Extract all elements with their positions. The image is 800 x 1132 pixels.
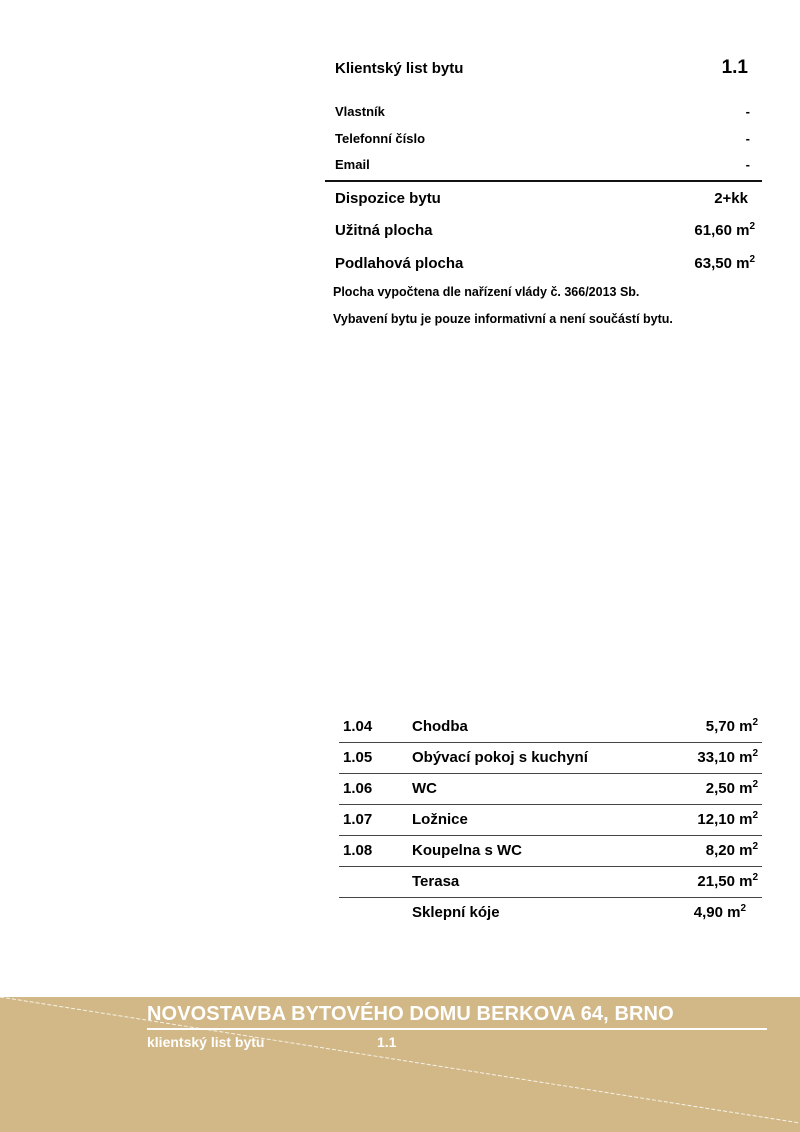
room-name: Chodba — [412, 718, 468, 735]
rooms-table — [339, 712, 762, 928]
phone-value: - — [745, 131, 750, 146]
unit-number: 1.1 — [721, 57, 748, 78]
room-name: WC — [412, 780, 437, 797]
layout-row — [335, 190, 748, 212]
section-divider — [325, 180, 762, 182]
room-name: Obývací pokoj s kuchyní — [412, 749, 588, 766]
room-area: 33,10 $m^2$ — [697, 748, 758, 766]
email-label: Email — [335, 157, 370, 172]
footer-unit-number: 1.1 — [377, 1034, 397, 1050]
table-row — [339, 743, 762, 774]
email-value: - — [745, 157, 750, 172]
room-name: Ložnice — [412, 811, 468, 828]
room-code: 1.08 — [343, 842, 373, 859]
room-area: 2,50 $m^2$ — [705, 779, 758, 797]
usable-area-row — [335, 222, 755, 244]
phone-row — [335, 131, 750, 149]
owner-row — [335, 104, 750, 122]
room-area: 5,70 $m^2$ — [705, 717, 758, 735]
usable-area-value: 61,60 $m^2$ — [694, 221, 755, 239]
layout-value: 2+kk — [714, 190, 748, 207]
room-name: Terasa — [412, 873, 460, 890]
floor-area-label: Podlahová plocha — [335, 255, 464, 272]
table-row — [339, 774, 762, 805]
document-title: Klientský list bytu — [335, 60, 464, 77]
phone-label: Telefonní číslo — [335, 131, 426, 146]
usable-area-label: Užitná plocha — [335, 222, 433, 239]
footer-divider — [147, 1028, 767, 1030]
area-calculation-note: Plocha vypočtena dle nařízení vlády č. 366/2013 Sb. — [333, 285, 640, 299]
footer-subtitle: klientský list bytu — [147, 1034, 265, 1050]
room-code: 1.05 — [343, 749, 373, 766]
owner-value: - — [745, 104, 750, 119]
room-name: Koupelna s WC — [412, 842, 523, 859]
room-area: 12,10 $m^2$ — [697, 810, 758, 828]
room-code: 1.06 — [343, 780, 373, 797]
floor-area-value: 63,50 $m^2$ — [694, 254, 755, 272]
floor-area-row — [335, 255, 755, 277]
table-row — [339, 805, 762, 836]
room-code: 1.04 — [343, 718, 373, 735]
room-area: 21,50 $m^2$ — [697, 872, 758, 890]
room-area: 8,20 $m^2$ — [705, 841, 758, 859]
room-code: 1.07 — [343, 811, 373, 828]
table-row — [339, 867, 762, 898]
table-row — [339, 836, 762, 867]
table-row — [339, 898, 762, 928]
owner-label: Vlastník — [335, 104, 385, 119]
email-row — [335, 157, 750, 175]
table-row — [339, 712, 762, 743]
room-name: Sklepní kóje — [412, 904, 500, 921]
equipment-note: Vybavení bytu je pouze informativní a není součástí bytu. — [333, 312, 673, 326]
project-title: NOVOSTAVBA BYTOVÉHO DOMU BERKOVA 64, BRNO — [147, 1003, 674, 1025]
room-area: 4,90 $m^2$ — [693, 903, 746, 921]
layout-label: Dispozice bytu — [335, 190, 441, 207]
